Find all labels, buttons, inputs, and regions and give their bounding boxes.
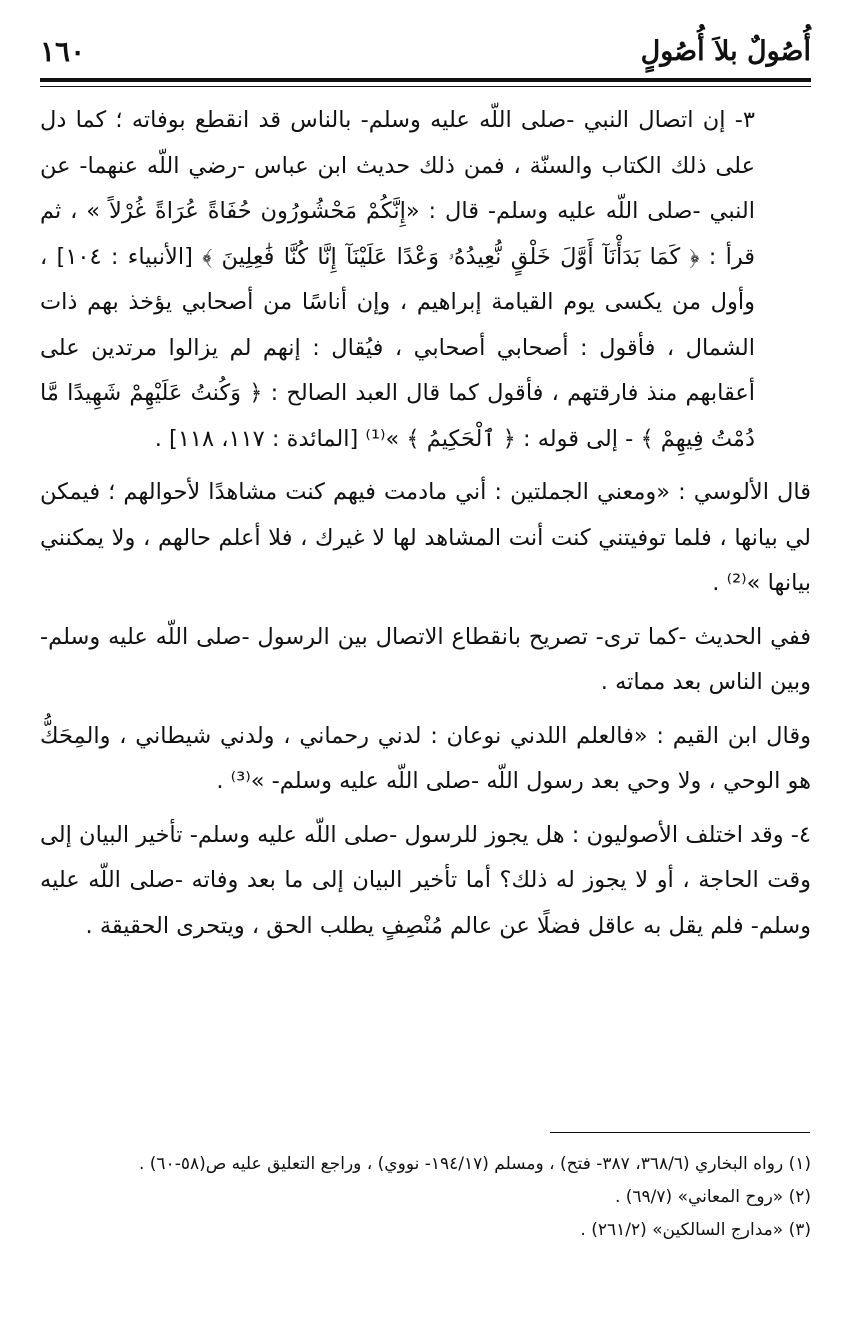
page-header [40,28,811,72]
paragraph-hadith-conclusion: ففي الحديث -كما ترى- تصريح بانقطاع الاتصال بين الرسول -صلى اللّه عليه وسلم- وبين الناس بعد مماته . [40,623,811,695]
paragraph-point-3: ٣- إن اتصال النبي -صلى اللّه عليه وسلم- بالناس قد انقطع بوفاته ؛ كما دل على ذلك الكتاب والسنّة ، فمن ذلك حديث ابن عباس -رضي اللّه عنهما- عن النبي -صلى اللّه عليه وسلم- قال : «إِنَّكُمْ مَحْشُورُون حُفَاةً عُرَاةً غُرْلاً » ، ثم قرأ : ﴿ كَمَا بَدَأْنَآ أَوَّلَ خَلْقٍ نُّعِيدُهُۥ وَعْدًا عَلَيْنَآ إِنَّا كُنَّا فَٰعِلِينَ ﴾ [الأنبياء : ١٠٤] ، وأول من يكسى يوم القيامة إبراهيم ، وإن أناسًا من أصحابي يؤخذ بهم ذات الشمال ، فأقول : أصحابي أصحابي ، فيُقال : إنهم لم يزالوا مرتدين على أعقابهم منذ فارقتهم ، فأقول كما قال العبد الصالح : ﴿ وَكُنتُ عَلَيْهِمْ شَهِيدًا مَّا دُمْتُ فِيهِمْ ﴾ - إلى قوله : ﴿ ٱلْحَكِيمُ ﴾ »⁽¹⁾ [المائدة : ١١٧، ١١٨] . [40,107,755,452]
page-number: ١٦٠ [40,35,86,68]
footnotes [40,1148,811,1247]
main-text [40,98,811,957]
header-rule-thick [40,78,811,82]
header-rule-thin [40,86,811,87]
paragraph-ibn-qayyim-quote: وقال ابن القيم : «فالعلم اللدني نوعان : لدني رحماني ، ولدني شيطاني ، والمِحَكُّ هو الوحي ، ولا وحي بعد رسول اللّه -صلى اللّه عليه وسلم- »⁽³⁾ . [40,722,811,794]
running-title: أُصُولٌ بلاَ أُصُولٍ [640,36,811,67]
footnote-separator [550,1132,810,1133]
footnote-1: (١) رواه البخاري (٣٦٨/٦، ٣٨٧- فتح) ، ومسلم (١٩٤/١٧- نووي) ، وراجع التعليق عليه ص(٥٨-٦٠) . [138,1154,811,1174]
paragraph-point-4: ٤- وقد اختلف الأصوليون : هل يجوز للرسول -صلى اللّه عليه وسلم- تأخير البيان إلى وقت الحاجة ، أو لا يجوز له ذلك؟ أما تأخير البيان إلى ما بعد وفاته -صلى اللّه عليه وسلم- فلم يقل به عاقل فضلًا عن عالم مُنْصِفٍ يطلب الحق ، ويتحرى الحقيقة . [40,821,811,939]
paragraph-alusi-quote: قال الألوسي : «ومعني الجملتين : أني مادمت فيهم كنت مشاهدًا لأحوالهم ؛ فيمكن لي بيانها ، فلما توفيتني كنت أنت المشاهد لها لا غيرك ، فلا أعلم حالهم ، ولا يمكنني بيانها »⁽²⁾ . [40,479,811,596]
footnote-2: (٢) «روح المعاني» (٦٩/٧) . [614,1187,811,1207]
footnote-3: (٣) «مدارج السالكين» (٢٦١/٢) . [580,1220,811,1240]
